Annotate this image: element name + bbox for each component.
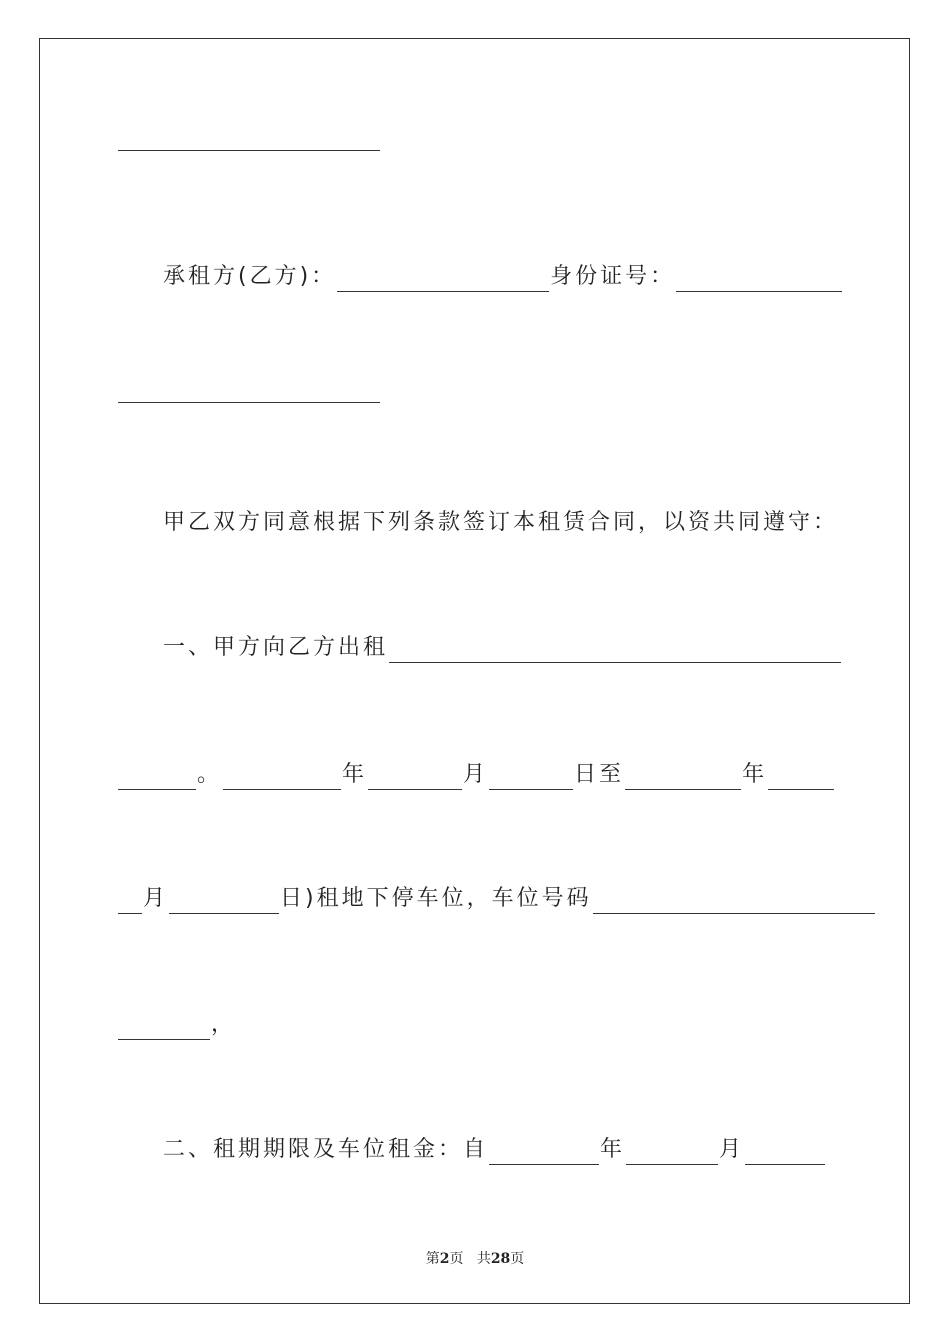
- id-label: 身份证号：: [550, 264, 676, 289]
- start-year-blank: [223, 767, 341, 790]
- lessee-name-blank: [337, 269, 549, 292]
- end-year-blank: [625, 767, 741, 790]
- total-pages: 28: [490, 1251, 511, 1267]
- start-day-blank: [489, 767, 573, 790]
- blank-line-1: [117, 128, 381, 151]
- blank-line-2: [117, 380, 381, 403]
- footer-total-prefix: 共: [476, 1251, 491, 1267]
- id-number-blank-cont: [118, 380, 380, 403]
- year2-label: 年: [742, 762, 768, 787]
- parking-number-blank-cont: [118, 1017, 210, 1040]
- footer-total-suffix: 页: [510, 1251, 525, 1267]
- agreement-text: 甲乙双方同意根据下列条款签订本租赁合同，以资共同遵守：: [163, 510, 839, 535]
- period-mark: 。: [197, 762, 223, 787]
- term-day-blank: [745, 1142, 825, 1165]
- clause1-line2: [117, 760, 835, 790]
- comma-mark: ，: [211, 1012, 237, 1037]
- end-day-blank: [169, 891, 279, 914]
- lessee-label: 承租方(乙方)：: [163, 264, 337, 289]
- clause1-line1: [163, 633, 842, 663]
- end-month-blank-cont: [118, 891, 142, 914]
- clause1-intro: 一、甲方向乙方出租: [163, 635, 389, 660]
- clause2-year-label: 年: [600, 1137, 626, 1162]
- clause1-line3: [117, 884, 876, 914]
- footer-prefix: 第: [425, 1251, 440, 1267]
- end-month-blank: [768, 767, 834, 790]
- day-to-label: 日至: [574, 762, 625, 787]
- fill-blank: [118, 128, 380, 151]
- year-label: 年: [342, 762, 368, 787]
- month2-label: 月: [143, 886, 169, 911]
- rental-object-blank-cont: [118, 767, 196, 790]
- clause2-intro: 二、租期期限及车位租金：自: [163, 1137, 489, 1162]
- id-number-blank: [676, 269, 842, 292]
- page-footer: [0, 1248, 950, 1268]
- rental-object-blank: [389, 640, 841, 663]
- term-year-blank: [489, 1142, 599, 1165]
- clause2-line1: [163, 1135, 826, 1165]
- term-month-blank: [626, 1142, 718, 1165]
- parking-number-blank: [593, 891, 875, 914]
- lessee-line: [163, 262, 843, 292]
- footer-page-suffix: 页: [449, 1251, 464, 1267]
- agreement-paragraph: [163, 508, 838, 538]
- page-border: [39, 38, 910, 1304]
- start-month-blank: [368, 767, 462, 790]
- page-number: 2: [439, 1251, 450, 1267]
- clause1-line4: [117, 1010, 236, 1040]
- month-label: 月: [463, 762, 489, 787]
- clause2-month-label: 月: [719, 1137, 745, 1162]
- clause1-parking-text: 日)租地下停车位，车位号码: [280, 886, 592, 911]
